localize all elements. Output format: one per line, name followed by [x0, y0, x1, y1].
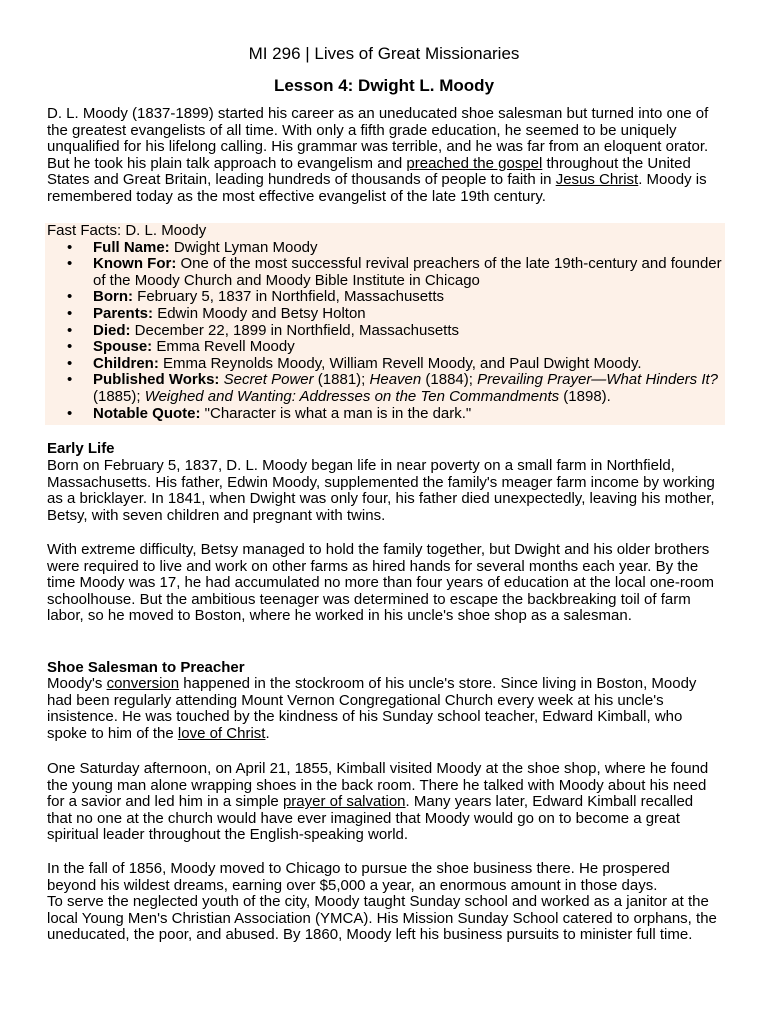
fact-label: Full Name:: [93, 238, 170, 256]
link-love-of-christ[interactable]: love of Christ: [177, 724, 266, 742]
fact-published-works: [67, 371, 725, 405]
bullet-icon: •: [67, 404, 73, 422]
link-prayer-of-salvation[interactable]: prayer of salvation: [282, 793, 406, 811]
lesson-title: Lesson 4: Dwight L. Moody: [273, 76, 495, 95]
link-preached-the-gospel[interactable]: preached the gospel: [406, 154, 543, 172]
fact-label: Spouse:: [93, 338, 153, 356]
fact-label: Died:: [93, 321, 131, 339]
bullet-icon: •: [67, 321, 73, 339]
intro-text-3: . Moody is remembered today as the most effective evangelist of the late 19th century.: [47, 171, 707, 205]
course-title: MI 296 | Lives of Great Missionaries: [248, 44, 520, 63]
bullet-icon: •: [67, 238, 73, 256]
work-title: Heaven: [369, 371, 422, 389]
intro-text-1: D. L. Moody (1837-1899) started his career as an uneducated shoe salesman but turned into one of the greatest evangelists of all time. With only a fifth grade education, he seemed to be uniquely unqualified for his lifelong calling. His grammar was terrible, and he was far from an eloquent orator. But he took his plain talk approach to evangelism and: [47, 105, 709, 172]
fact-full-name: [67, 238, 725, 257]
fact-label: Parents:: [93, 304, 154, 322]
link-jesus-christ[interactable]: Jesus Christ: [555, 171, 639, 189]
fact-children: [67, 354, 725, 373]
work-title: Weighed and Wanting: Addresses on the Ten Commandments: [144, 387, 560, 405]
fact-label: Known For:: [93, 255, 177, 273]
bullet-icon: •: [67, 338, 73, 356]
fact-label: Published Works:: [93, 371, 220, 389]
fact-value: Emma Reynolds Moody, William Revell Moody, and Paul Dwight Moody.: [158, 354, 642, 372]
fact-known-for: [67, 255, 725, 289]
fact-value: "Character is what a man is in the dark.": [200, 404, 472, 422]
work-title: Secret Power: [223, 371, 314, 389]
preacher-text: In the fall of 1856, Moody moved to Chicago to pursue the shoe business there. He prospered beyond his wildest dreams, earning over $5,000 a year, an enormous amount in those days.: [47, 860, 670, 894]
intro-paragraph: [47, 106, 721, 206]
bullet-icon: •: [67, 354, 73, 372]
preacher-paragraph-1: [47, 676, 721, 742]
work-year: (1884);: [421, 371, 478, 389]
preacher-text: happened in the stockroom of his uncle's store. Since living in Boston, Moody had been regularly attending Mount Vernon Congregational Church every week at his uncle's insistence. He was touched by the kindness of his Sunday school teacher, Edward Kimball, who spoke to him of the: [47, 675, 697, 742]
fact-parents: [67, 304, 725, 323]
fact-label: Notable Quote:: [93, 404, 201, 422]
section-heading-early-life: Early Life: [47, 440, 115, 457]
bullet-icon: •: [67, 255, 73, 273]
intro-text-2: throughout the United States and Great Britain, leading hundreds of thousands of people to faith in: [47, 154, 691, 189]
work-year: (1898).: [559, 387, 611, 405]
section-heading-shoe-salesman: Shoe Salesman to Preacher: [47, 659, 245, 676]
bullet-icon: •: [67, 371, 73, 389]
fact-value: February 5, 1837 in Northfield, Massachusetts: [133, 288, 444, 306]
preacher-text: . Many years later, Edward Kimball recalled that no one at the church would have ever imagined that Moody would go on to become a great spiritual leader throughout the English-speaking world.: [47, 793, 694, 844]
fact-value: Dwight Lyman Moody: [169, 238, 318, 256]
fast-facts-list: [47, 240, 725, 423]
preacher-text: Moody's: [47, 675, 107, 692]
preacher-text: To serve the neglected youth of the city, Moody taught Sunday school and worked as a janitor at the local Young Men's Christian Association (YMCA). His Mission Sunday School catered to orphans, the uneducated, the poor, and abused. By 1860, Moody left his business pursuits to minister full time.: [47, 893, 717, 944]
early-life-paragraph-2: With extreme difficulty, Betsy managed to hold the family together, but Dwight and his older brothers were required to live and work on other farms as hired hands for several months each year. By the time Moody was 17, he had accumulated no more than four years of education at the local one-room schoolhouse. But the ambitious teenager was determined to escape the backbreaking toil of farm labor, so he moved to Boston, where he worked in his uncle's shoe shop as a salesman.: [47, 541, 715, 625]
fact-spouse: [67, 338, 725, 356]
link-conversion[interactable]: conversion: [106, 675, 180, 692]
preacher-text: One Saturday afternoon, on April 21, 1855, Kimball visited Moody at the shoe shop, where he found the young man alone wrapping shoes in the back room. There he talked with Moody about his need for a savior and led him in a simple: [47, 760, 709, 811]
early-life-paragraph-1: Born on February 5, 1837, D. L. Moody began life in near poverty on a small farm in Northfield, Massachusetts. His father, Edwin Moody, supplemented the family's meager farm income by working as a bricklayer. In 1841, when Dwight was only four, his father died unexpectedly, leaving his mother, Betsy, with seven children and pregnant with twins.: [47, 457, 715, 524]
fact-died: [67, 321, 725, 340]
preacher-paragraph-3: [47, 861, 721, 944]
work-year: (1885);: [93, 387, 145, 405]
fact-value: Edwin Moody and Betsy Holton: [153, 304, 366, 322]
work-year: (1881);: [313, 371, 370, 389]
fact-born: [67, 288, 725, 306]
fact-value: December 22, 1899 in Northfield, Massachusetts: [130, 321, 459, 339]
fast-facts-heading: Fast Facts: D. L. Moody: [47, 222, 207, 239]
fact-label: Born:: [93, 288, 133, 306]
preacher-text: .: [265, 724, 270, 742]
fact-value: Emma Revell Moody: [152, 338, 295, 356]
fact-label: Children:: [93, 354, 159, 372]
fact-notable-quote: [67, 404, 725, 423]
fact-value: One of the most successful revival preachers of the late 19th-century and founder of the Moody Church and Moody Bible Institute in Chicago: [93, 255, 722, 289]
bullet-icon: •: [67, 288, 73, 306]
work-title: Prevailing Prayer—What Hinders It?: [477, 371, 719, 389]
preacher-paragraph-2: [47, 761, 721, 844]
bullet-icon: •: [67, 304, 73, 322]
fast-facts-box: [45, 223, 725, 425]
